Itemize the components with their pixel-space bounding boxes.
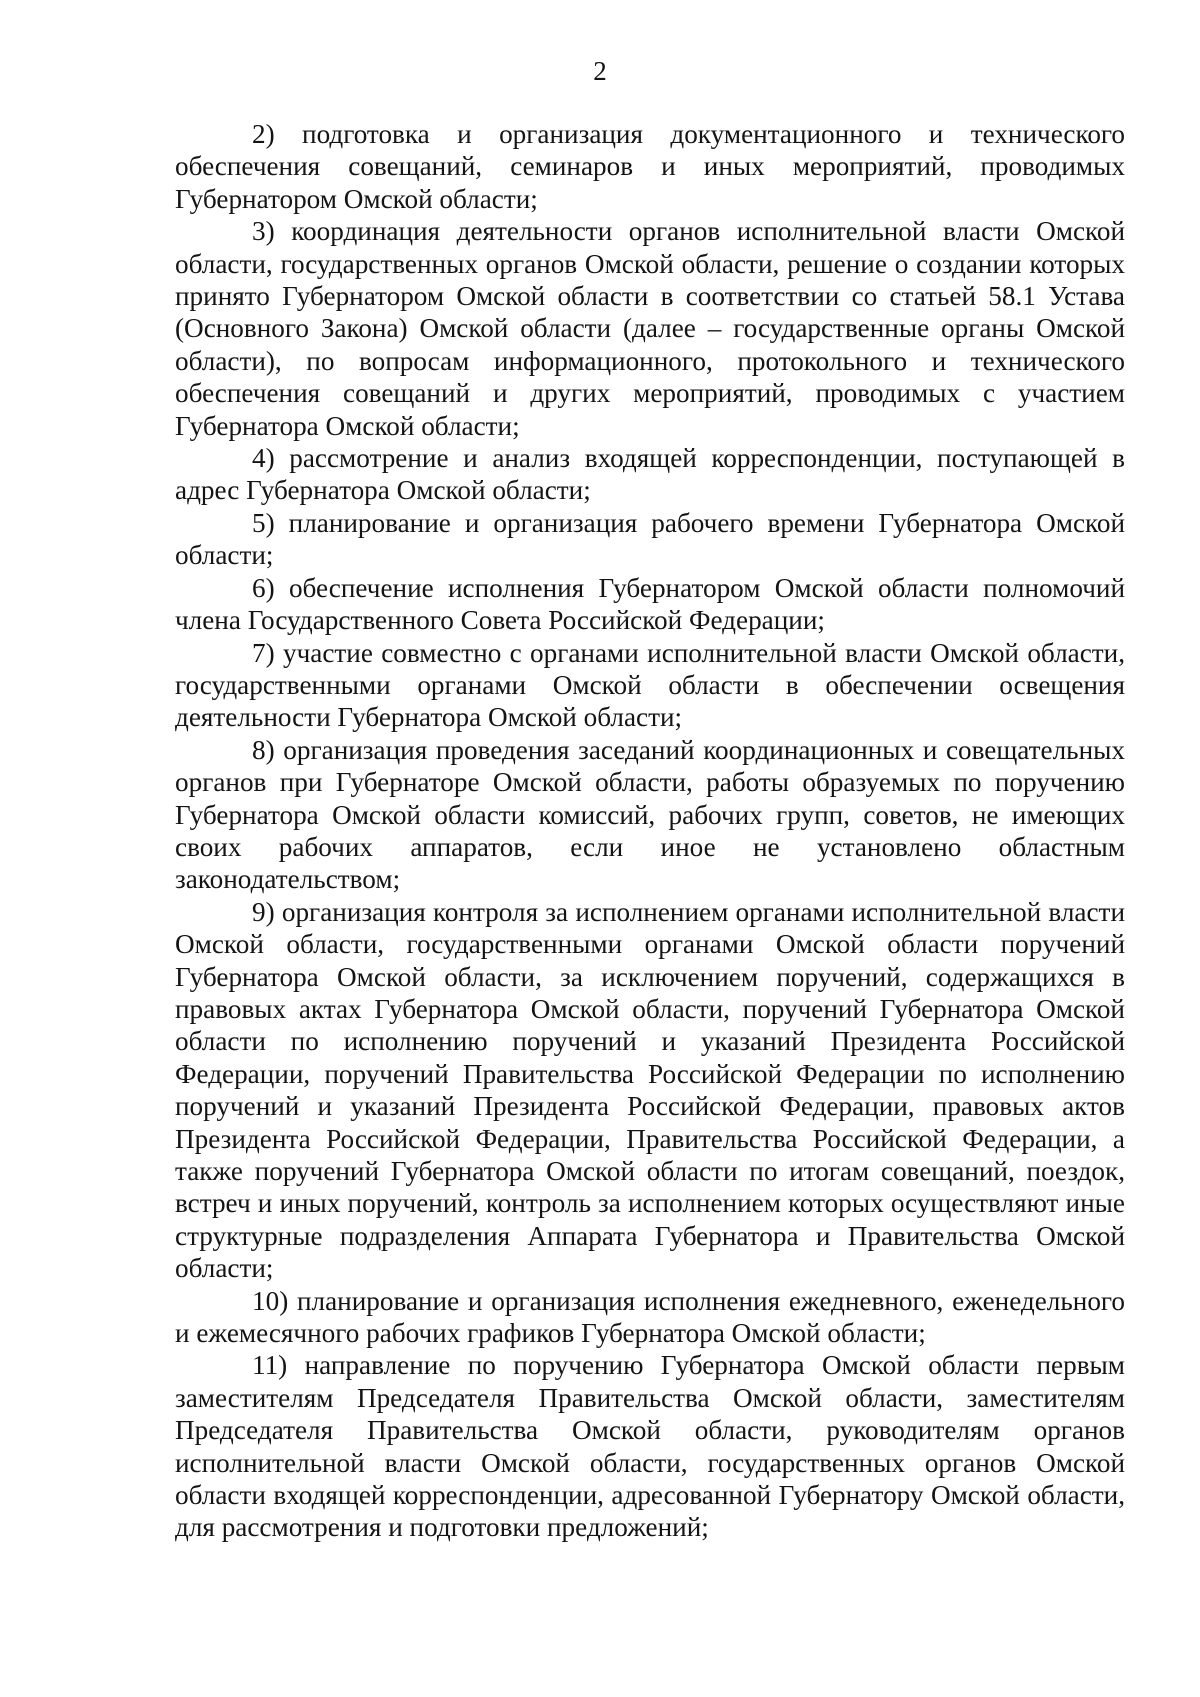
list-item: 11) направление по поручению Губернатора Омской области первым заместителям Председателя Правительства Омской области, заместителям Председателя Правительства Омской области, руководителям органов исполнительной власти Омской области, государственных органов Омской области входящей корреспонденции, адресованной Губернатору Омской области, для рассмотрения и подготовки предложений; [175,1350,1125,1543]
list-item: 3) координация деятельности органов исполнительной власти Омской области, государственных органов Омской области, решение о создании которых принято Губернатором Омской области в соответствии со статьей 58.1 Устава (Основного Закона) Омской области (далее – государственные органы Омской области), по вопросам информационного, протокольного и технического обеспечения совещаний и других мероприятий, проводимых с участием Губернатора Омской области; [175,216,1125,441]
list-item: 7) участие совместно с органами исполнительной власти Омской области, государственными органами Омской области в обеспечении освещения деятельности Губернатора Омской области; [175,637,1125,733]
page-number: 2 [593,56,607,86]
list-item: 8) организация проведения заседаний координационных и совещательных органов при Губернаторе Омской области, работы образуемых по поручению Губернатора Омской области комиссий, рабочих групп, советов, не имеющих своих рабочих аппаратов, если иное не установлено областным законодательством; [175,734,1125,895]
list-item: 6) обеспечение исполнения Губернатором Омской области полномочий члена Государственного Совета Российской Федерации; [175,572,1125,636]
list-item: 2) подготовка и организация документационного и технического обеспечения совещаний, семинаров и иных мероприятий, проводимых Губернатором Омской области; [175,119,1125,214]
list-item: 5) планирование и организация рабочего времени Губернатора Омской области; [175,507,1125,571]
list-item: 9) организация контроля за исполнением органами исполнительной власти Омской области, государственными органами Омской области поручений Губернатора Омской области, за исключением поручений, содержащихся в правовых актах Губернатора Омской области, поручений Губернатора Омской области по исполнению поручений и указаний Президента Российской Федерации, поручений Правительства Российской Федерации по исполнению поручений и указаний Президента Российской Федерации, правовых актов Президента Российской Федерации, Правительства Российской Федерации, а также поручений Губернатора Омской области по итогам совещаний, поездок, встреч и иных поручений, контроль за исполнением которых осуществляют иные структурные подразделения Аппарата Губернатора и Правительства Омской области; [175,896,1125,1284]
list-item: 10) планирование и организация исполнения ежедневного, еженедельного и ежемесячного рабочих графиков Губернатора Омской области; [175,1285,1125,1349]
list-item: 4) рассмотрение и анализ входящей корреспонденции, поступающей в адрес Губернатора Омской области; [175,443,1125,506]
document-body [175,118,1125,1544]
